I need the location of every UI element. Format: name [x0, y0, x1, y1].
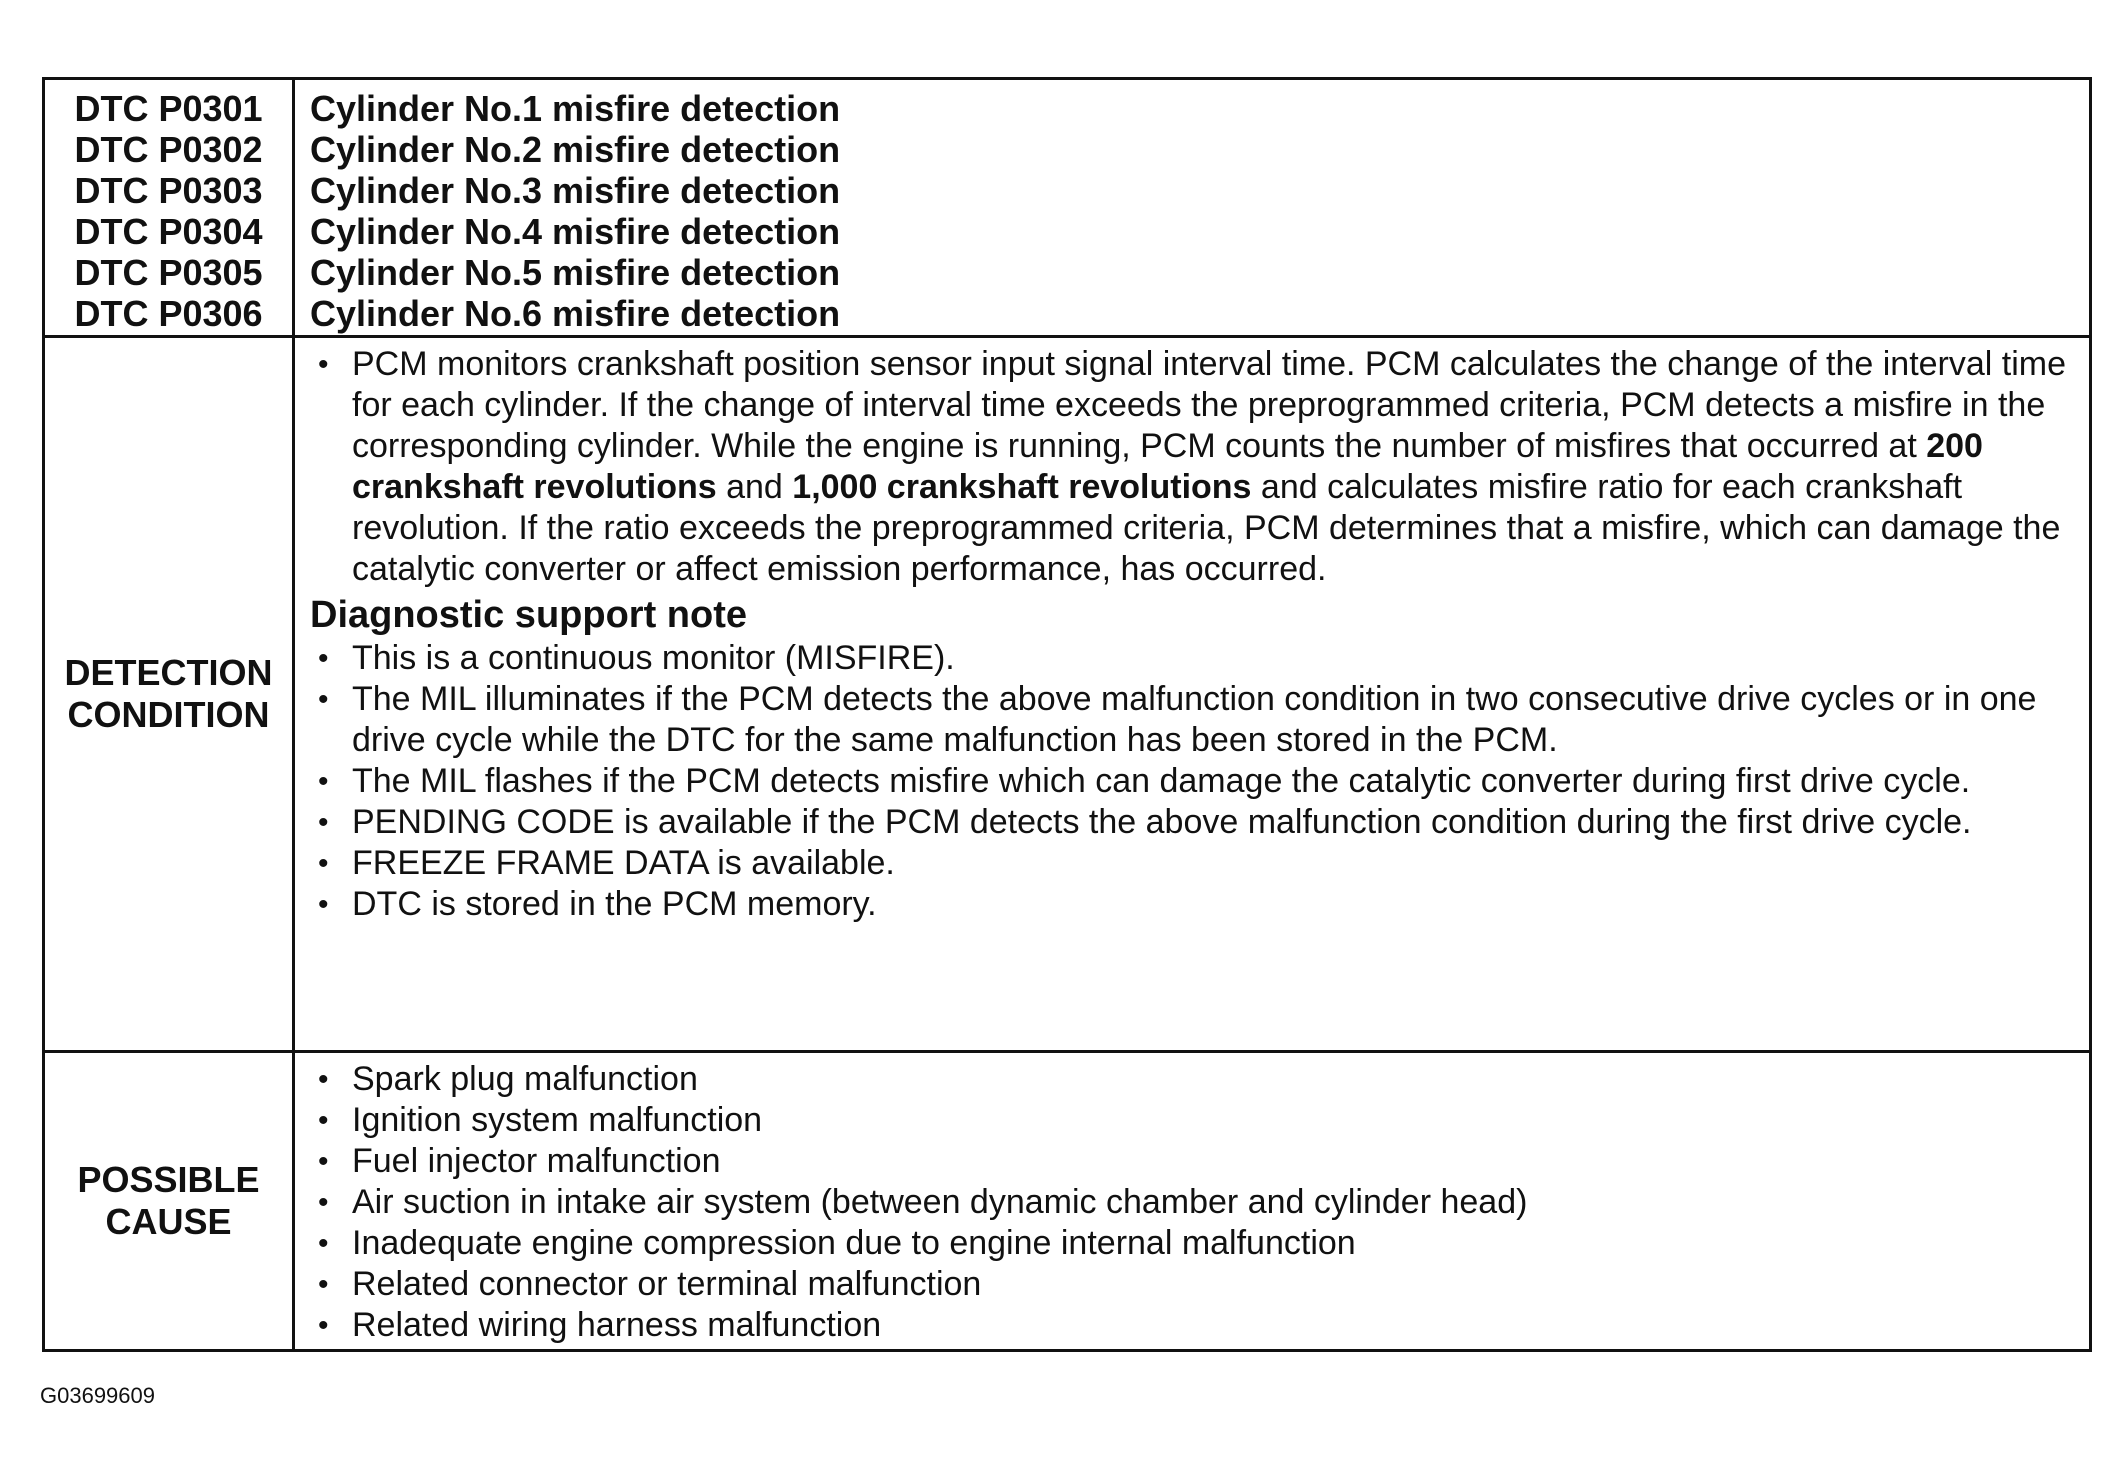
list-item: • PENDING CODE is available if the PCM detects the above malfunction condition during the first drive cycle. — [298, 802, 2069, 843]
dtc-code: DTC P0304 — [74, 211, 263, 252]
diagnostic-note-list — [298, 638, 2069, 925]
dtc-title: Cylinder No.5 misfire detection — [310, 252, 841, 293]
cause-content-cell — [298, 1053, 2089, 1349]
possible-cause-list — [298, 1059, 2069, 1346]
list-item: • Related wiring harness malfunction — [298, 1305, 2069, 1346]
dtc-title-cell — [298, 80, 2089, 335]
detection-label-cell — [45, 338, 295, 1050]
list-item: • Ignition system malfunction — [298, 1100, 2069, 1141]
dtc-title: Cylinder No.3 misfire detection — [310, 170, 841, 211]
list-item: • Related connector or terminal malfunction — [298, 1264, 2069, 1305]
list-item: • Fuel injector malfunction — [298, 1141, 2069, 1182]
dtc-code: DTC P0302 — [74, 129, 263, 170]
dtc-code: DTC P0306 — [74, 293, 263, 334]
possible-cause-row — [45, 1053, 2089, 1349]
list-item: • The MIL flashes if the PCM detects misfire which can damage the catalytic converter during first drive cycle. — [298, 761, 2069, 802]
detection-main-bullet: • PCM monitors crankshaft position sensor input signal interval time. PCM calculates the change of the interval time for each cylinder. If the change of interval time exceeds the preprogrammed criteria, PCM detects a misfire in the corresponding cylinder. While the engine is running, PCM counts the number of misfires that occurred at 200 crankshaft revolutions and 1,000 crankshaft revolutions and calculates misfire ratio for each crankshaft revolution. If the ratio exceeds the preprogrammed criteria, PCM determines that a misfire, which can damage the catalytic converter or affect emission performance, has occurred. — [298, 344, 2069, 590]
diagnostic-support-note-heading: Diagnostic support note — [310, 594, 747, 636]
dtc-title: Cylinder No.4 misfire detection — [310, 211, 841, 252]
list-item: • FREEZE FRAME DATA is available. — [298, 843, 2069, 884]
dtc-code: DTC P0303 — [74, 170, 263, 211]
list-item: • Spark plug malfunction — [298, 1059, 2069, 1100]
list-item: • DTC is stored in the PCM memory. — [298, 884, 2069, 925]
list-item: • Air suction in intake air system (between dynamic chamber and cylinder head) — [298, 1182, 2069, 1223]
detection-bullet-list — [298, 344, 2069, 590]
detection-condition-row — [45, 338, 2089, 1053]
possible-cause-label: POSSIBLE CAUSE — [77, 1159, 260, 1242]
detection-content-cell — [298, 338, 2089, 1050]
cause-label-cell — [45, 1053, 295, 1349]
dtc-code: DTC P0305 — [74, 252, 263, 293]
list-item: • Inadequate engine compression due to engine internal malfunction — [298, 1223, 2069, 1264]
detection-condition-label: DETECTION CONDITION — [64, 652, 273, 735]
list-item: • This is a continuous monitor (MISFIRE). — [298, 638, 2069, 679]
dtc-table — [42, 77, 2092, 1352]
dtc-header-row — [45, 80, 2089, 338]
dtc-code-cell — [45, 80, 295, 335]
dtc-code: DTC P0301 — [74, 88, 263, 129]
list-item: • The MIL illuminates if the PCM detects the above malfunction condition in two consecutive drive cycles or in one drive cycle while the DTC for the same malfunction has been stored in the PCM. — [298, 679, 2069, 761]
dtc-title: Cylinder No.6 misfire detection — [310, 293, 841, 334]
figure-code: G03699609 — [40, 1383, 155, 1408]
dtc-title: Cylinder No.1 misfire detection — [310, 88, 841, 129]
dtc-title: Cylinder No.2 misfire detection — [310, 129, 841, 170]
